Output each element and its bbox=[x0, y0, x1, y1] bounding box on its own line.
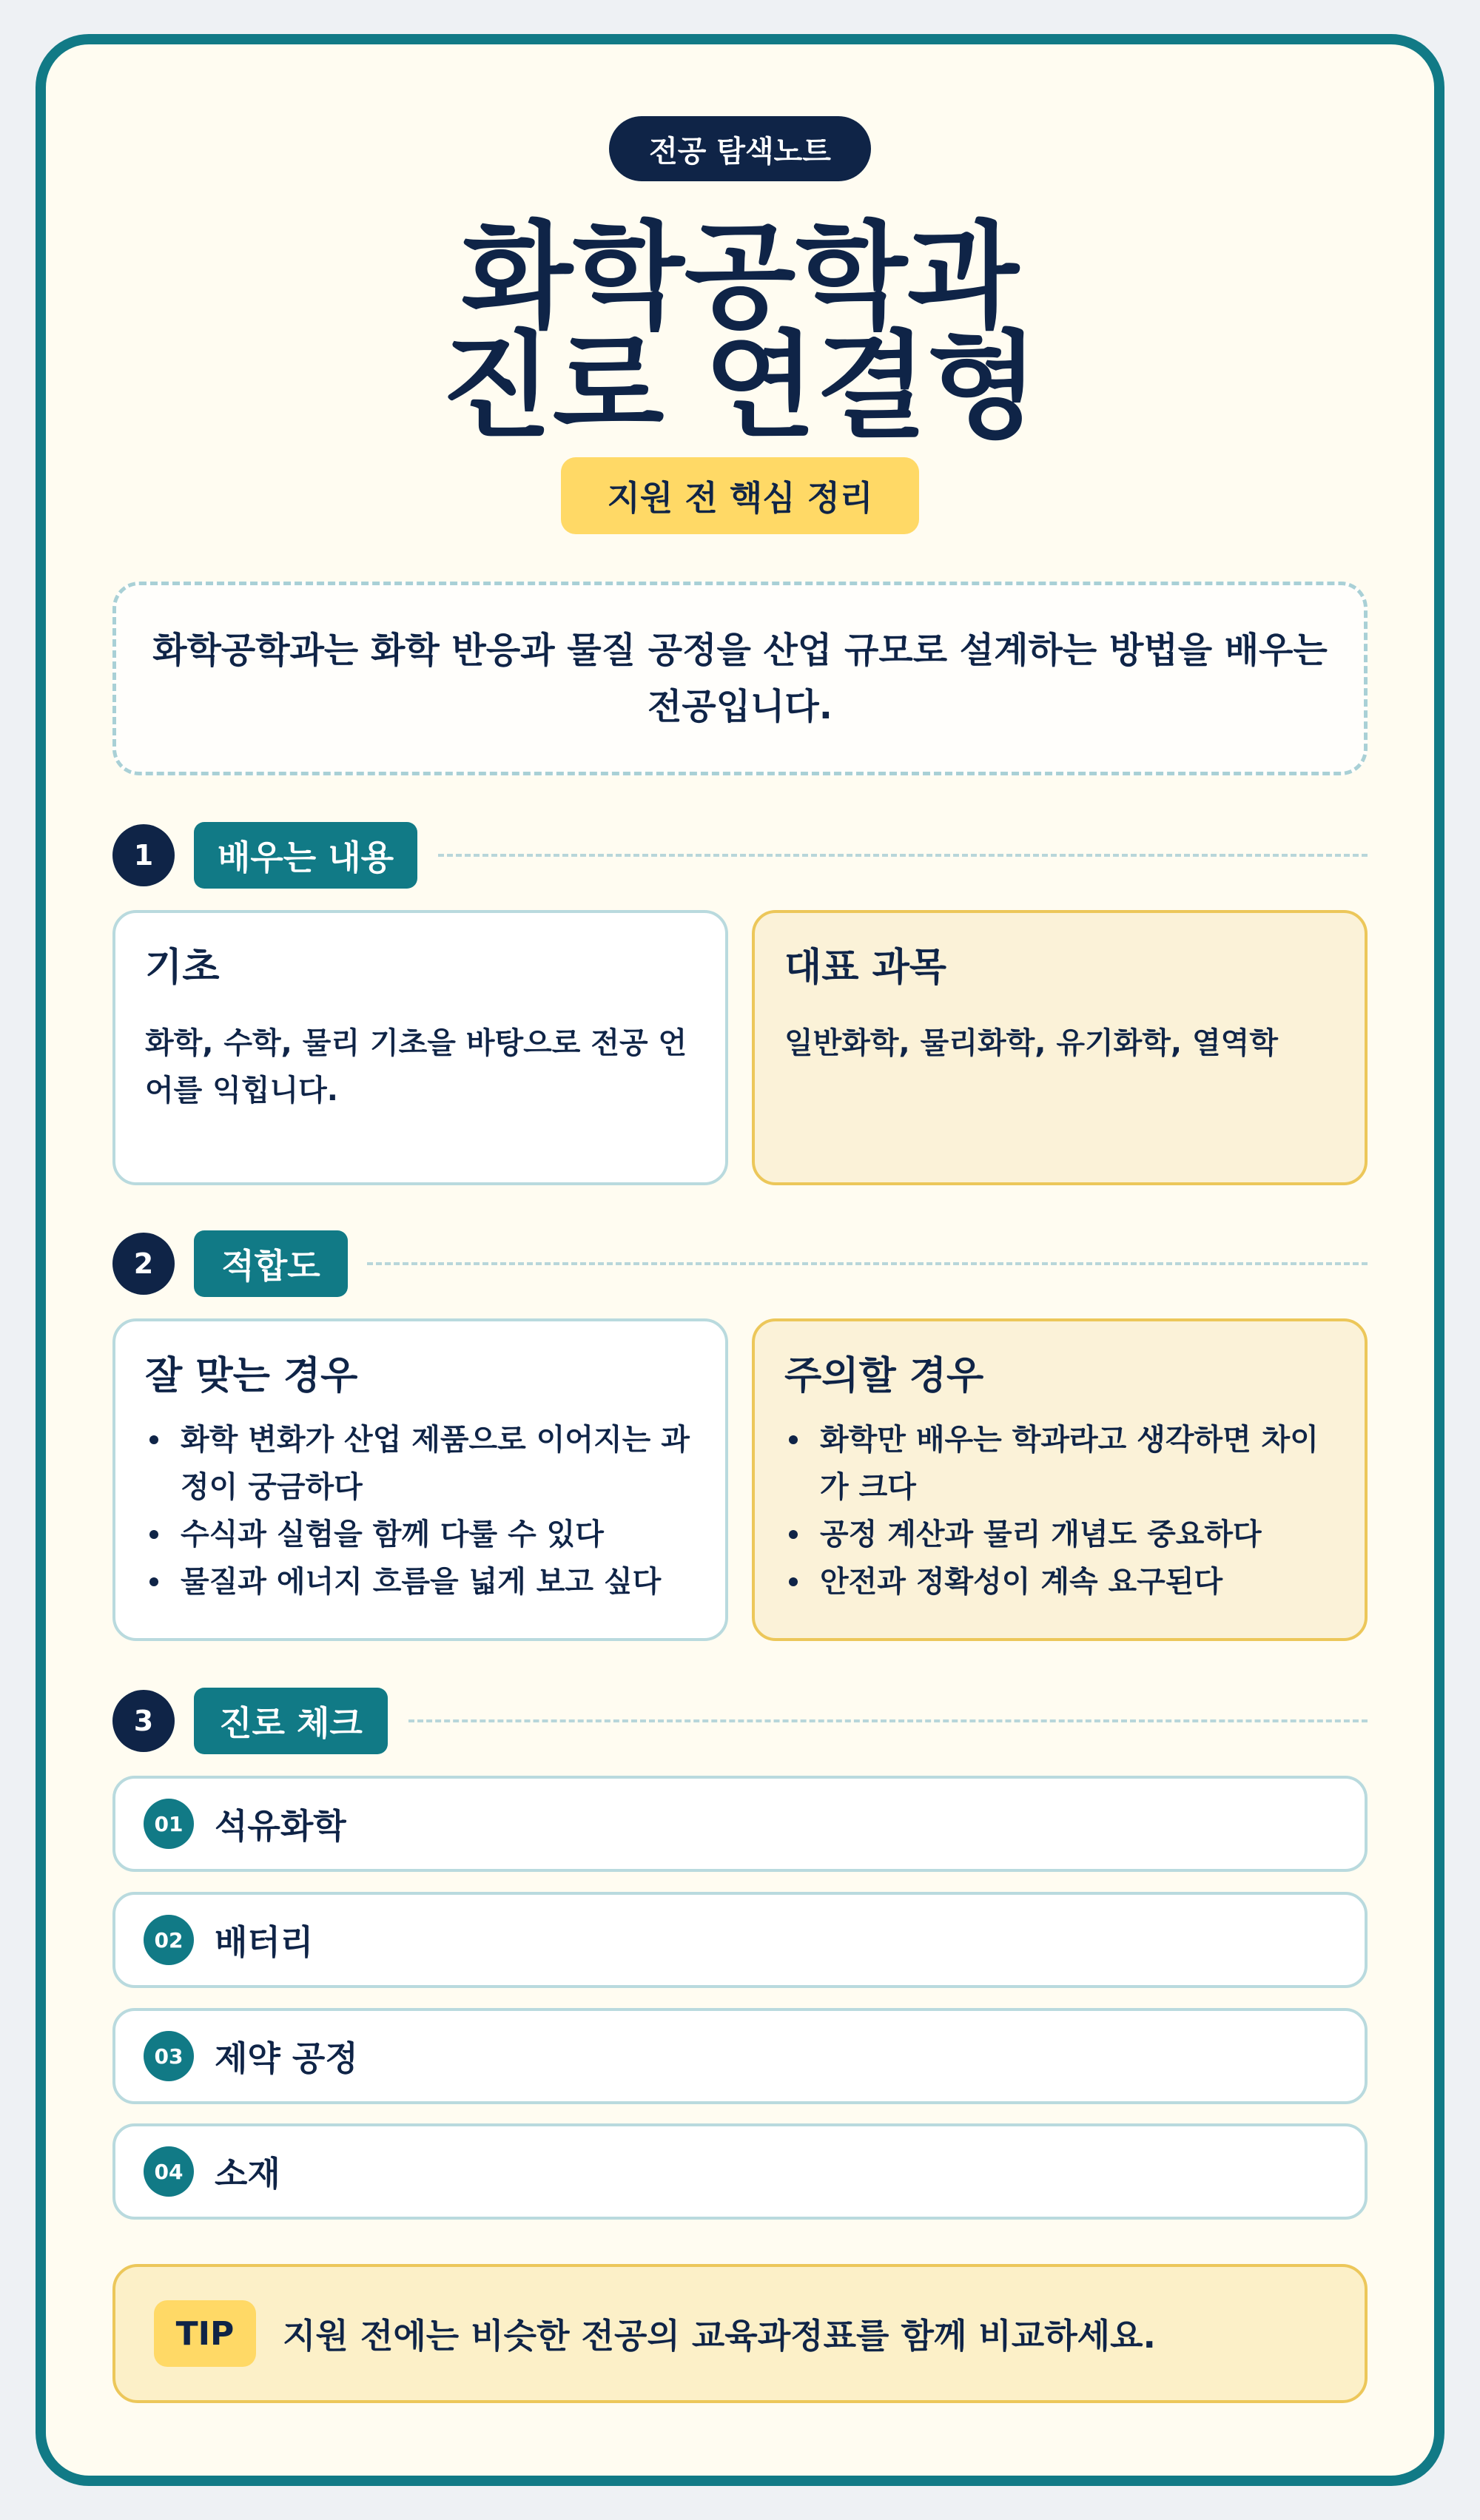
caution-title: 주의할 경우 bbox=[784, 1354, 984, 1398]
section-1-number: 1 bbox=[112, 824, 175, 886]
career-item-materials bbox=[112, 2123, 1368, 2220]
section-3-label: 진로 체크 bbox=[194, 1688, 388, 1754]
list-item: 수식과 실험을 함께 다룰 수 있다 bbox=[145, 1511, 696, 1558]
note-badge: 전공 탐색노트 bbox=[609, 116, 871, 181]
career-item-petrochemical bbox=[112, 1776, 1368, 1872]
basics-text: 화학, 수학, 물리 기초을 바탕으로 전공 언어를 익힙니다. bbox=[145, 1026, 687, 1108]
good-fit-box bbox=[112, 1318, 728, 1641]
career-number: 01 bbox=[144, 1799, 194, 1849]
basics-box bbox=[112, 910, 728, 1185]
career-number: 02 bbox=[144, 1915, 194, 1965]
career-item-battery bbox=[112, 1892, 1368, 1988]
caution-box bbox=[752, 1318, 1368, 1641]
career-number: 03 bbox=[144, 2031, 194, 2081]
section-1-divider bbox=[438, 854, 1368, 857]
intro-text: 화학공학과는 화학 반응과 물질 공정을 산업 규모로 설계하는 방법을 배우는 전공입니다. bbox=[152, 630, 1328, 727]
career-label: 제약 공정 bbox=[215, 2038, 358, 2078]
list-item: 화학만 배우는 학과라고 생각하면 차이가 크다 bbox=[784, 1416, 1335, 1511]
courses-title: 대표 과목 bbox=[784, 946, 947, 990]
career-label: 소재 bbox=[215, 2154, 280, 2194]
section-2-label: 적합도 bbox=[194, 1230, 348, 1297]
section-2-number: 2 bbox=[112, 1233, 175, 1295]
subtitle-badge: 지원 전 핵심 정리 bbox=[561, 457, 919, 534]
list-item: 공정 계산과 물리 개념도 중요하다 bbox=[784, 1511, 1335, 1558]
career-number: 04 bbox=[144, 2146, 194, 2197]
section-3-number: 3 bbox=[112, 1690, 175, 1752]
tip-text: 지원 전에는 비슷한 전공의 교육과정표를 함께 비교하세요. bbox=[283, 2316, 1157, 2356]
basics-title: 기초 bbox=[145, 946, 220, 990]
section-2-divider bbox=[367, 1262, 1368, 1265]
courses-box bbox=[752, 910, 1368, 1185]
list-item: 안전과 정확성이 계속 요구된다 bbox=[784, 1558, 1335, 1606]
good-fit-title: 잘 맞는 경우 bbox=[145, 1354, 358, 1398]
section-3-divider bbox=[408, 1719, 1368, 1722]
intro-box bbox=[112, 582, 1368, 775]
tip-box bbox=[112, 2264, 1368, 2403]
courses-text: 일반화학, 물리화학, 유기화학, 열역학 bbox=[784, 1026, 1278, 1060]
page-title-line2: 진로 연결형 bbox=[441, 319, 1039, 454]
tip-tag: TIP bbox=[154, 2300, 256, 2367]
list-item: 화학 변화가 산업 제품으로 이어지는 과정이 궁금하다 bbox=[145, 1416, 696, 1511]
list-item: 물질과 에너지 흐름을 넓게 보고 싶다 bbox=[145, 1558, 696, 1606]
career-label: 배터리 bbox=[215, 1922, 314, 1962]
career-label: 석유화학 bbox=[215, 1806, 346, 1846]
section-1-label: 배우는 내용 bbox=[194, 822, 417, 889]
page-title-line1: 화학공학과 bbox=[461, 209, 1019, 344]
caution-list bbox=[784, 1416, 1335, 1606]
career-item-pharma-process bbox=[112, 2008, 1368, 2104]
good-fit-list bbox=[145, 1416, 696, 1606]
